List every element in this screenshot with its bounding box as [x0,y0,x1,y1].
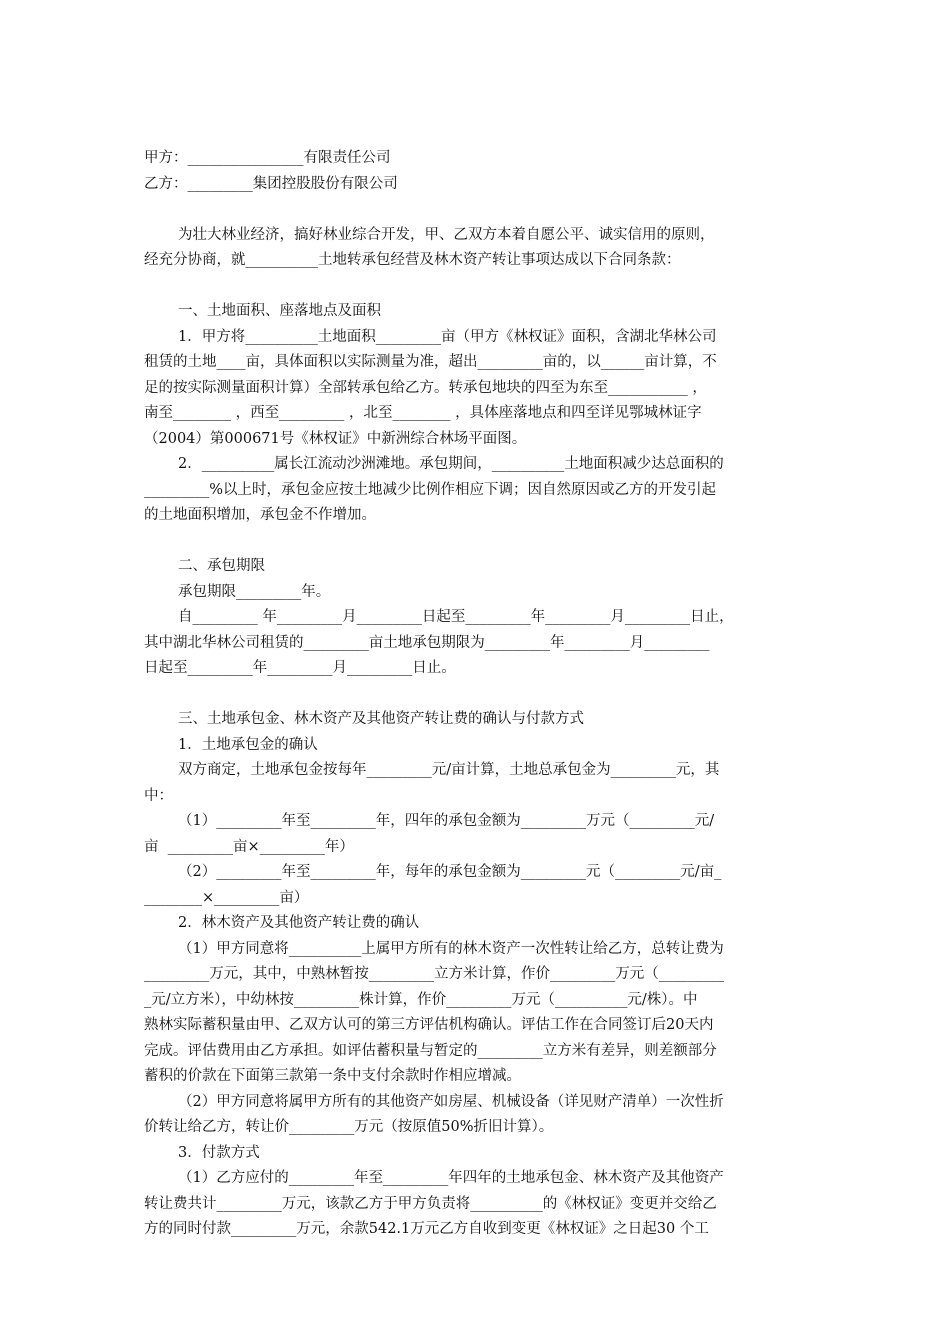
paragraph-line: 完成。评估费用由乙方承担。如评估蓄积量与暂定的_________立方米有差异，则差额部分 [144,1042,717,1059]
intro-line: 经充分协商，就__________土地转承包经营及林木资产转让事项达成以下合同条款： [144,252,681,268]
paragraph-line: 其中湖北华林公司租赁的_________亩土地承包期限为_________年_________月_________ [144,634,710,651]
paragraph-line: （1）_________年至_________年，四年的承包金额为_________万元（_________元/ [178,813,715,829]
paragraph-line: 蓄积的价款在下面第三款第一条中支付余款时作相应增减。 [144,1068,521,1084]
paragraph-line: 亩 _________亩×_________年） [144,838,354,855]
paragraph-line: 1．甲方将__________土地面积_________亩（甲方《林权证》面积，含湖北华林公司 [178,328,717,345]
section-heading: 一、土地面积、座落地点及面积 [178,303,381,319]
subheading: 2．林木资产及其他资产转让费的确认 [178,915,420,931]
paragraph-line: 自_________ 年_________月_________日起至_________年_________月_________日止， [178,609,734,625]
paragraph-line: 足的按实际测量面积计算）全部转承包给乙方。转承包地块的四至为东至___________ ， [144,379,707,396]
paragraph-line: _________%以上时，承包金应按土地减少比例作相应下调；因自然原因或乙方的开发引起 [144,481,717,498]
paragraph-line: 中： [144,787,173,804]
party-a-line: 甲方：________________有限责任公司 [144,150,391,166]
subheading: 1．土地承包金的确认 [178,736,318,753]
paragraph-line: 承包期限_________年。 [178,583,331,600]
paragraph-line: 2．__________属长江流动沙洲滩地。承包期间，__________土地面积减少达总面积的 [178,456,724,472]
section-heading: 二、承包期限 [178,558,265,574]
paragraph-line: 熟林实际蓄积量由甲、乙双方认可的第三方评估机构确认。评估工作在合同签订后20天内 [144,1017,714,1033]
paragraph-line: 转让费共计_________万元，该款乙方于甲方负责将__________的《林权证》变更并交给乙 [144,1195,717,1212]
paragraph-line: （1）甲方同意将__________上属甲方所有的林木资产一次性转让给乙方，总转让费为 [178,940,724,957]
paragraph-line: （1）乙方应付的_________年至_________年四年的土地承包金、林木资产及其他资产 [178,1170,724,1186]
paragraph-line: 南至________ ，西至_________ ，北至________ ，具体座落地点和四至详见鄂城林证字 [144,405,702,421]
section-heading: 三、土地承包金、林木资产及其他资产转让费的确认与付款方式 [178,711,584,727]
paragraph-line: ________×_________亩） [144,889,309,906]
intro-line: 为壮大林业经济，搞好林业综合开发，甲、乙双方本着自愿公平、诚实信用的原则， [178,226,715,243]
paragraph-line: 价转让给乙方，转让价_________万元（按原值50%折旧计算）。 [144,1119,554,1135]
paragraph-line: 方的同时付款_________万元，余款542.1万元乙方自收到变更《林权证》之日起30 个工 [144,1221,709,1237]
paragraph-line: 的土地面积增加，承包金不作增加。 [144,507,376,523]
paragraph-line: _________万元，其中，中熟林暂按_________立方米计算，作价_________万元（_________ [144,966,724,982]
paragraph-line: 日起至_________年_________月_________日止。 [144,660,456,676]
subheading: 3．付款方式 [178,1144,260,1161]
paragraph-line: （2004）第000671号《林权证》中新洲综合林场平面图。 [144,430,527,447]
contract-page [144,146,808,1243]
party-b-line: 乙方：_________集团控股股份有限公司 [144,175,398,192]
paragraph-line: （2）_________年至_________年，每年的承包金额为_________元（_________元/亩_ [178,864,722,880]
paragraph-line: 双方商定，土地承包金按每年_________元/亩计算，土地总承包金为_________元，其 [178,762,720,778]
paragraph-line: （2）甲方同意将属甲方所有的其他资产如房屋、机械设备（详见财产清单）一次性折 [178,1093,724,1110]
paragraph-line: 租赁的土地____亩，具体面积以实际测量为准，超出_________亩的，以______亩计算，不 [144,354,717,370]
paragraph-line: _元/立方米），中幼林按_________株计算，作价_________万元（__________元/株）。中 [144,991,698,1008]
